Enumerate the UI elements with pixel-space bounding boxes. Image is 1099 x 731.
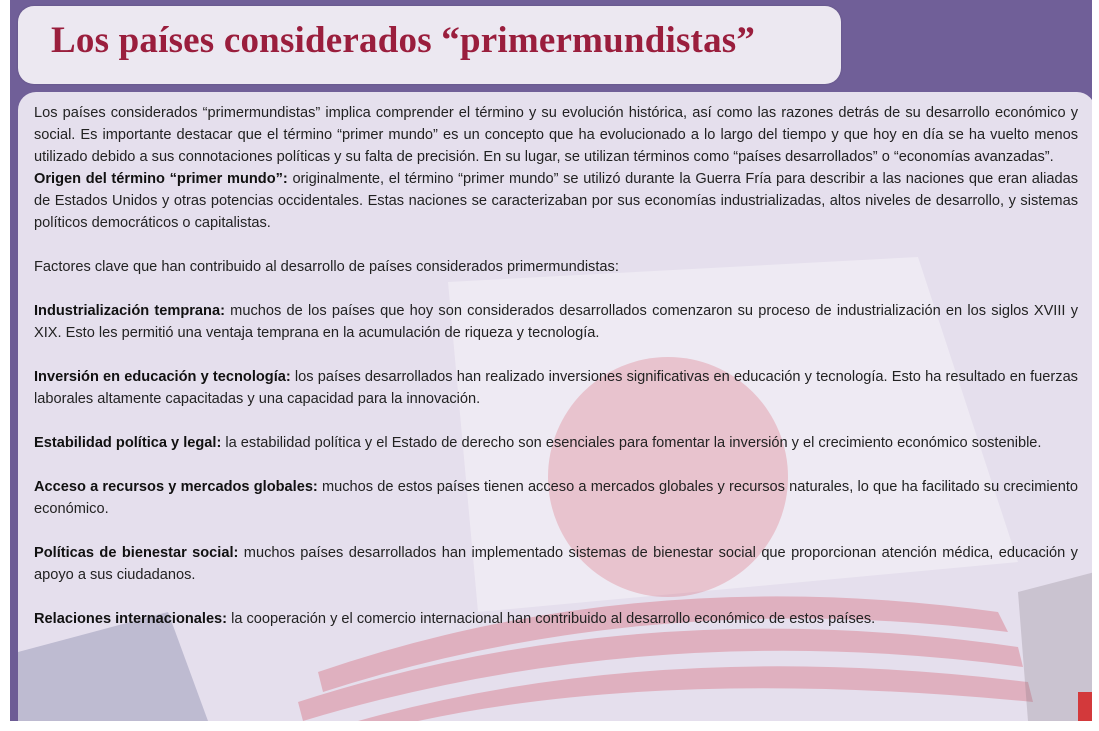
factor-item	[34, 476, 1078, 520]
factor-text: la estabilidad política y el Estado de derecho son esenciales para fomentar la inversión y el crecimiento económico sostenible.	[221, 435, 1042, 451]
factor-text: muchos de los países que hoy son considerados desarrollados comenzaron su proceso de industrialización en los siglos XVIII y XIX. Esto les permitió una ventaja temprana en la acumulación de riqueza y tecnología.	[34, 303, 1078, 341]
origin-text: originalmente, el término “primer mundo” se utilizó durante la Guerra Fría para describir a las naciones que eran aliadas de Estados Unidos y otras potencias occidentales. Estas naciones se caracterizaban por sus economías industrializadas, altos niveles de desarrollo, y sistemas políticos democráticos o capitalistas.	[34, 171, 1078, 231]
factor-item	[34, 432, 1078, 454]
body-text	[34, 102, 1078, 630]
factor-item	[34, 542, 1078, 586]
page-title: Los países considerados “primermundistas”	[51, 20, 756, 61]
factor-text: la cooperación y el comercio internacional han contribuido al desarrollo económico de estos países.	[227, 611, 876, 627]
origin-paragraph	[34, 168, 1078, 234]
factor-text: muchos países desarrollados han implementado sistemas de bienestar social que proporcionan atención médica, educación y apoyo a sus ciudadanos.	[34, 545, 1078, 583]
factor-heading: Estabilidad política y legal:	[34, 435, 222, 451]
factor-text: muchos de estos países tienen acceso a mercados globales y recursos naturales, lo que ha facilitado su crecimiento económico.	[34, 479, 1078, 517]
origin-heading: Origen del término “primer mundo”:	[34, 171, 288, 187]
factor-item	[34, 608, 1078, 630]
document-page	[10, 0, 1092, 721]
factor-heading: Industrialización temprana:	[34, 303, 225, 319]
factor-item	[34, 366, 1078, 410]
factor-heading: Acceso a recursos y mercados globales:	[34, 479, 318, 495]
factors-intro: Factores clave que han contribuido al desarrollo de países considerados primermundistas:	[34, 259, 619, 275]
factor-heading: Relaciones internacionales:	[34, 611, 228, 627]
intro-paragraph: Los países considerados “primermundistas” implica comprender el término y su evolución histórica, así como las razones detrás de su desarrollo económico y social. Es importante destacar que el término “primer mundo” es un concepto que ha evolucionado a lo largo del tiempo y que hoy en día se ha vuelto menos utilizado debido a sus connotaciones políticas y su falta de precisión. En su lugar, se utilizan términos como “países desarrollados” o “economías avanzadas”.	[34, 105, 1078, 165]
factor-item	[34, 300, 1078, 344]
factor-heading: Políticas de bienestar social:	[34, 545, 239, 561]
factor-text: los países desarrollados han realizado inversiones significativas en educación y tecnología. Esto ha resultado en fuerzas laborales altamente capacitadas y una capacidad para la innovación.	[34, 369, 1078, 407]
content-panel	[18, 92, 1092, 721]
factor-heading: Inversión en educación y tecnología:	[34, 369, 291, 385]
title-box	[18, 6, 841, 84]
